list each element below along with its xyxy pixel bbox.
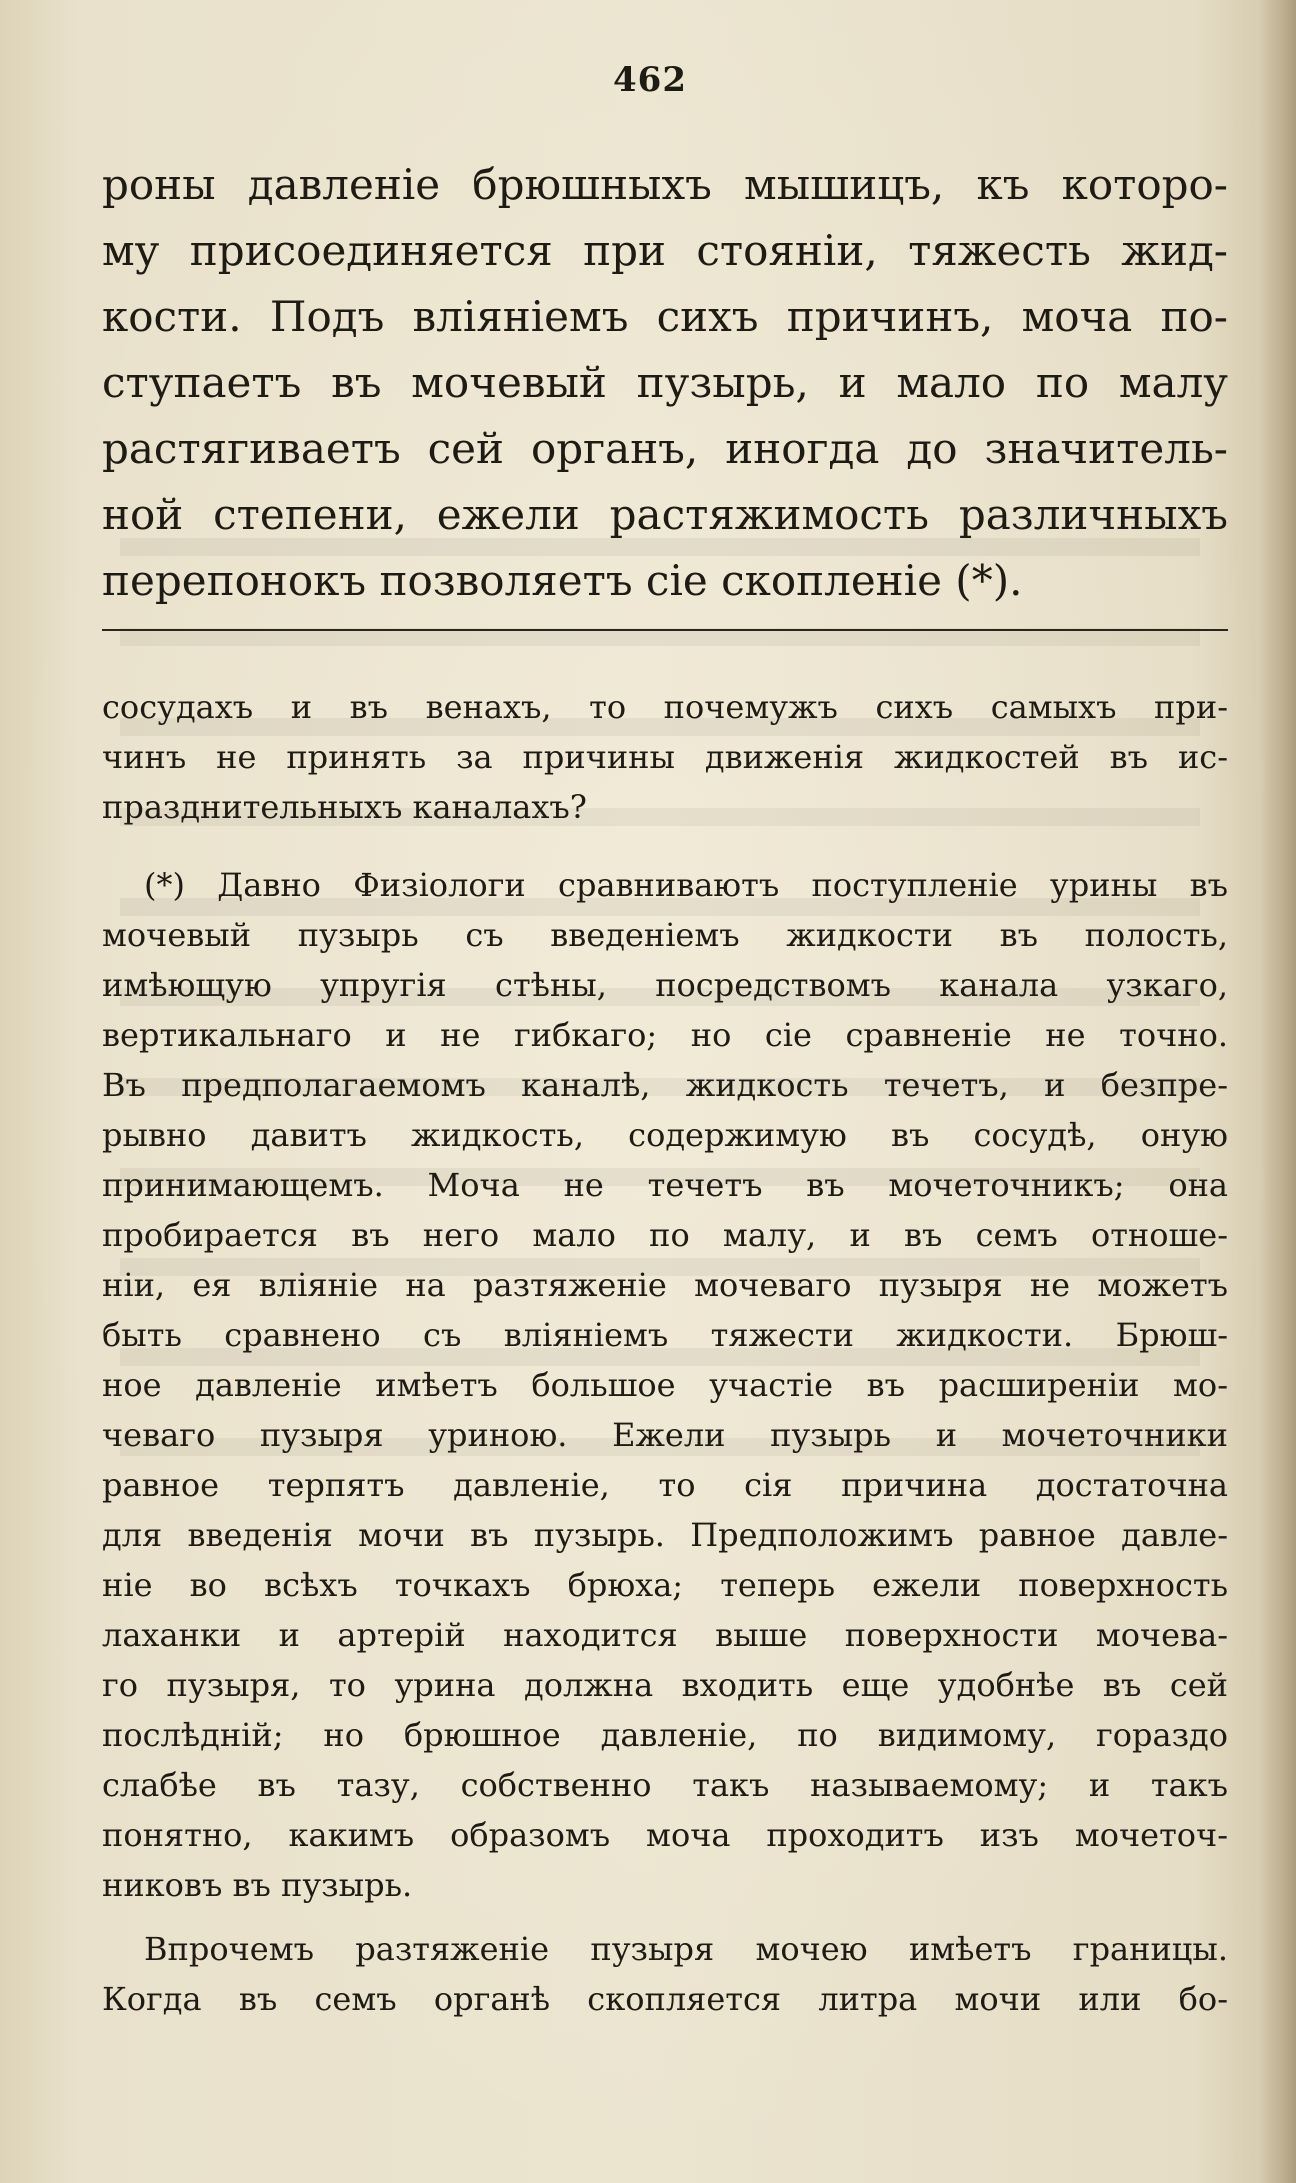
body-line: растягиваетъ сей органъ, иногда до значитель-	[102, 424, 1228, 473]
footnote-line: лаханки и артерій находится выше поверхности мочева-	[102, 1616, 1228, 1654]
main-body-text	[102, 152, 1228, 614]
body-line: перепонокъ позволяетъ сіе скопленіе (*).	[102, 556, 1023, 605]
footnote-line: рывно давитъ жидкость, содержимую въ сосудѣ, оную	[102, 1116, 1228, 1154]
footnote-line: го пузыря, то урина должна входить еще удобнѣе въ сей	[102, 1666, 1228, 1704]
footnote-line: равное терпятъ давленіе, то сія причина достаточна	[102, 1466, 1228, 1504]
body-line: ступаетъ въ мочевый пузырь, и мало по малу	[102, 358, 1228, 407]
footnote-line: чеваго пузыря уриною. Ежели пузырь и мочеточники	[102, 1416, 1228, 1454]
footnote-separator	[102, 629, 1228, 631]
body-line: ной степени, ежели растяжимость различныхъ	[102, 490, 1228, 539]
footnote-line: сосудахъ и въ венахъ, то почемужъ сихъ самыхъ при-	[102, 688, 1228, 726]
footnote-line: для введенія мочи въ пузырь. Предположимъ равное давле-	[102, 1516, 1228, 1554]
footnote-line: никовъ въ пузырь.	[102, 1866, 413, 1904]
footnote-line: принимающемъ. Моча не течетъ въ мочеточникъ; она	[102, 1166, 1228, 1204]
footnote-line: чинъ не принять за причины движенія жидкостей въ ис-	[102, 738, 1228, 776]
body-line: кости. Подъ вліяніемъ сихъ причинъ, моча по-	[102, 292, 1228, 341]
footnotes	[102, 682, 1228, 2024]
footnote-line: слабѣе въ тазу, собственно такъ называемому; и такъ	[102, 1766, 1228, 1804]
footnote-line: вертикальнаго и не гибкаго; но сіе сравненіе не точно.	[102, 1016, 1228, 1054]
footnote-line: празднительныхъ каналахъ?	[102, 788, 587, 826]
footnote-line: быть сравнено съ вліяніемъ тяжести жидкости. Брюш-	[102, 1316, 1228, 1354]
footnote-line: (*) Давно Физіологи сравниваютъ поступленіе урины въ	[144, 866, 1228, 904]
footnote-line: имѣющую упругія стѣны, посредствомъ канала узкаго,	[102, 966, 1228, 1004]
footnote-line: ніе во всѣхъ точкахъ брюха; теперь ежели поверхность	[102, 1566, 1228, 1604]
page-spine-shadow	[1260, 0, 1296, 2183]
footnote-line: Когда въ семъ органѣ скопляется литра мочи или бо-	[102, 1980, 1228, 2018]
footnote-line: ное давленіе имѣетъ большое участіе въ расширеніи мо-	[102, 1366, 1228, 1404]
page-number: 462	[613, 60, 687, 100]
footnote-line: послѣдній; но брюшное давленіе, по видимому, гораздо	[102, 1716, 1228, 1754]
footnote-line: мочевый пузырь съ введеніемъ жидкости въ полость,	[102, 916, 1228, 954]
footnote-line: понятно, какимъ образомъ моча проходитъ изъ мочеточ-	[102, 1816, 1228, 1854]
footnote-line: Въ предполагаемомъ каналѣ, жидкость течетъ, и безпре-	[102, 1066, 1228, 1104]
body-line: роны давленіе брюшныхъ мышицъ, къ которо-	[102, 160, 1228, 209]
footnote-line: пробирается въ него мало по малу, и въ семъ отноше-	[102, 1216, 1228, 1254]
footnote-line: Впрочемъ разтяженіе пузыря мочею имѣетъ границы.	[144, 1930, 1228, 1968]
body-line: му присоединяется при стояніи, тяжесть жид-	[102, 226, 1228, 275]
footnote-line: ніи, ея вліяніе на разтяженіе мочеваго пузыря не можетъ	[102, 1266, 1228, 1304]
